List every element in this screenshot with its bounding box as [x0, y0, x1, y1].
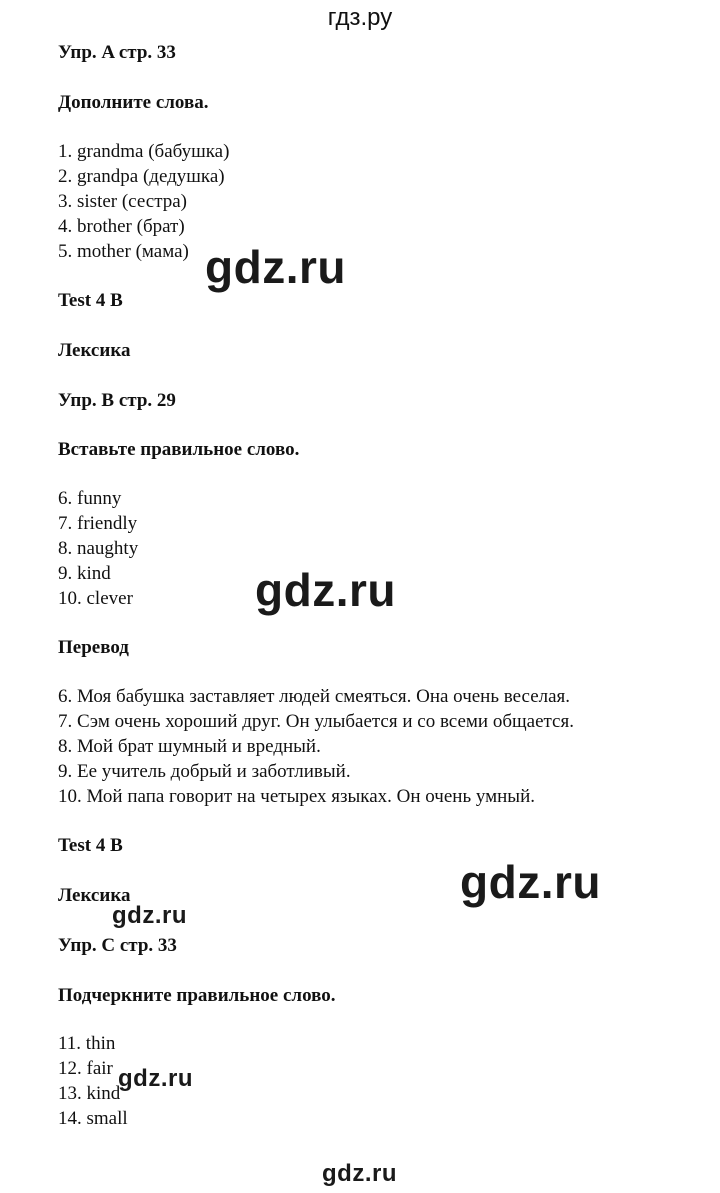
site-header: гдз.ру — [327, 4, 393, 31]
translation-line: 8. Мой брат шумный и вредный. — [58, 736, 321, 757]
test-title-1: Test 4 B — [58, 290, 123, 311]
watermark: gdz.ru — [118, 1065, 193, 1092]
watermark: gdz.ru — [322, 1160, 397, 1187]
list-item: 1. grandma (бабушка) — [58, 141, 230, 162]
exercise-title-b: Упр. B стр. 29 — [58, 390, 176, 411]
watermark: gdz.ru — [255, 564, 396, 616]
list-item: 13. kind — [58, 1083, 121, 1104]
exercise-instruction-a: Дополните слова. — [58, 92, 209, 113]
list-item: 6. funny — [58, 488, 122, 509]
watermark: gdz.ru — [460, 856, 601, 908]
translation-line: 7. Сэм очень хороший друг. Он улыбается и со всеми общается. — [58, 711, 574, 732]
watermark: gdz.ru — [205, 241, 346, 293]
list-item: 3. sister (сестра) — [58, 191, 187, 212]
list-item: 2. grandpa (дедушка) — [58, 166, 225, 187]
list-item: 10. clever — [58, 588, 133, 609]
list-item: 11. thin — [58, 1033, 116, 1054]
exercise-instruction-b: Вставьте правильное слово. — [58, 439, 300, 460]
list-item: 4. brother (брат) — [58, 216, 185, 237]
watermark: gdz.ru — [112, 902, 187, 929]
list-item: 5. mother (мама) — [58, 241, 189, 262]
exercise-instruction-c: Подчеркните правильное слово. — [58, 985, 336, 1006]
translation-line: 6. Моя бабушка заставляет людей смеяться. Она очень веселая. — [58, 686, 571, 707]
list-item: 7. friendly — [58, 513, 138, 534]
translation-line: 10. Мой папа говорит на четырех языках. Он очень умный. — [58, 786, 535, 807]
exercise-title-c: Упр. C стр. 33 — [58, 935, 177, 956]
exercise-title-a: Упр. A стр. 33 — [58, 42, 176, 63]
list-item: 14. small — [58, 1108, 128, 1129]
list-item: 12. fair — [58, 1058, 113, 1079]
list-item: 8. naughty — [58, 538, 139, 559]
category-title-2: Лексика — [58, 885, 131, 906]
list-item: 9. kind — [58, 563, 111, 584]
test-title-2: Test 4 B — [58, 835, 123, 856]
translation-line: 9. Ее учитель добрый и заботливый. — [58, 761, 351, 782]
category-title-1: Лексика — [58, 340, 131, 361]
translation-title: Перевод — [58, 637, 129, 658]
